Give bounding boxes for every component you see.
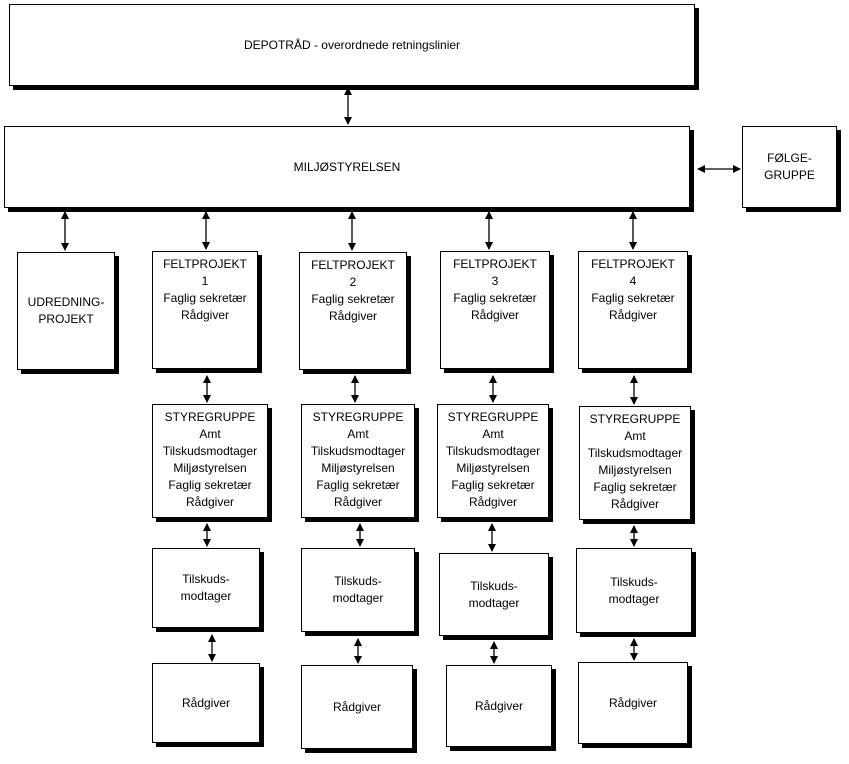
styregruppe-1-member: Tilskudsmodtager [162,444,258,458]
feltprojekt-2-title: FELTPROJEKT [311,258,395,272]
feltprojekt-3-number: 3 [491,274,499,288]
folgegruppe-line-2: GRUPPE [764,168,815,182]
styregruppe-4-member: Amt [624,429,646,443]
feltprojekt-3-box [440,251,550,369]
styregruppe-3-member: Miljøstyrelsen [456,461,530,475]
tilskudsmodtager-1-line-1: Tilskuds- [182,572,230,586]
styregruppe-4-member: Miljøstyrelsen [598,463,672,477]
raadgiver-4-box [578,662,688,744]
styregruppe-3-member: Amt [482,427,504,441]
tilskudsmodtager-1-box [152,548,260,628]
feltprojekt-4-number: 4 [629,274,637,288]
feltprojekt-2-number: 2 [349,275,357,289]
styregruppe-3-member: Faglig sekretær [451,478,535,492]
styregruppe-4-member: Tilskudsmodtager [587,446,683,460]
styregruppe-2-member: Tilskudsmodtager [310,444,406,458]
feltprojekt-4-raadgiver: Rådgiver [608,308,658,322]
styregruppe-3-box [437,404,549,518]
feltprojekt-1-box [152,251,258,369]
tilskudsmodtager-2-line-2: modtager [332,591,384,605]
raadgiver-1-label: Rådgiver [181,695,231,710]
tilskudsmodtager-4-box [576,548,692,633]
styregruppe-1-member: Amt [199,427,221,441]
styregruppe-2-member: Amt [347,427,369,441]
styregruppe-4-title: STYREGRUPPE [589,412,681,426]
feltprojekt-2-sekretaer: Faglig sekretær [311,292,395,306]
styregruppe-1-member: Faglig sekretær [168,478,252,492]
feltprojekt-2-raadgiver: Rådgiver [328,309,378,323]
raadgiver-2-box [301,665,413,749]
feltprojekt-2-box [299,252,407,370]
styregruppe-1-member: Miljøstyrelsen [173,461,247,475]
styregruppe-2-title: STYREGRUPPE [312,410,404,424]
raadgiver-3-box [446,665,552,747]
styregruppe-2-box [301,404,415,518]
feltprojekt-4-title: FELTPROJEKT [591,257,675,271]
feltprojekt-3-title: FELTPROJEKT [453,257,537,271]
depotraad-box [9,4,695,86]
styregruppe-3-title: STYREGRUPPE [447,410,539,424]
styregruppe-1-box [152,404,268,518]
feltprojekt-1-sekretaer: Faglig sekretær [163,291,247,305]
styregruppe-2-member: Miljøstyrelsen [321,461,395,475]
tilskudsmodtager-4-line-2: modtager [608,591,660,606]
feltprojekt-1-title: FELTPROJEKT [163,257,247,271]
tilskudsmodtager-1-line-2: modtager [180,589,232,603]
udredningsprojekt-line-1: UDREDNING- [27,295,105,309]
udredningsprojekt-line-2: PROJEKT [38,312,94,326]
tilskudsmodtager-4-line-1: Tilskuds- [610,574,658,589]
udredningsprojekt-box [17,252,115,370]
tilskudsmodtager-3-line-2: modtager [468,595,520,610]
miljostyrelsen-box [4,126,690,208]
raadgiver-1-box [152,663,260,743]
miljostyrelsen-label: MILJØSTYRELSEN [293,159,401,174]
depotraad-label: DEPOTRÅD - overordnede retningslinier [243,37,461,52]
raadgiver-4-label: Rådgiver [608,695,658,710]
folgegruppe-box [742,126,837,208]
styregruppe-2-member: Rådgiver [333,495,383,509]
feltprojekt-4-sekretaer: Faglig sekretær [591,291,675,305]
styregruppe-4-member: Faglig sekretær [593,480,677,494]
styregruppe-4-member: Rådgiver [610,497,660,511]
raadgiver-3-label: Rådgiver [474,698,524,713]
feltprojekt-1-raadgiver: Rådgiver [180,308,230,322]
styregruppe-3-member: Rådgiver [468,495,518,509]
feltprojekt-4-box [578,251,688,369]
styregruppe-3-member: Tilskudsmodtager [445,444,541,458]
tilskudsmodtager-2-line-1: Tilskuds- [334,574,382,588]
styregruppe-4-box [579,406,691,520]
styregruppe-1-member: Rådgiver [185,495,235,509]
feltprojekt-3-sekretaer: Faglig sekretær [453,291,537,305]
feltprojekt-1-number: 1 [201,274,209,288]
feltprojekt-3-raadgiver: Rådgiver [470,308,520,322]
styregruppe-2-member: Faglig sekretær [316,478,400,492]
folgegruppe-line-1: FØLGE- [767,151,812,165]
raadgiver-2-label: Rådgiver [332,699,382,714]
tilskudsmodtager-2-box [301,548,415,632]
tilskudsmodtager-3-line-1: Tilskuds- [470,578,518,593]
styregruppe-1-title: STYREGRUPPE [164,410,256,424]
tilskudsmodtager-3-box [439,553,549,636]
